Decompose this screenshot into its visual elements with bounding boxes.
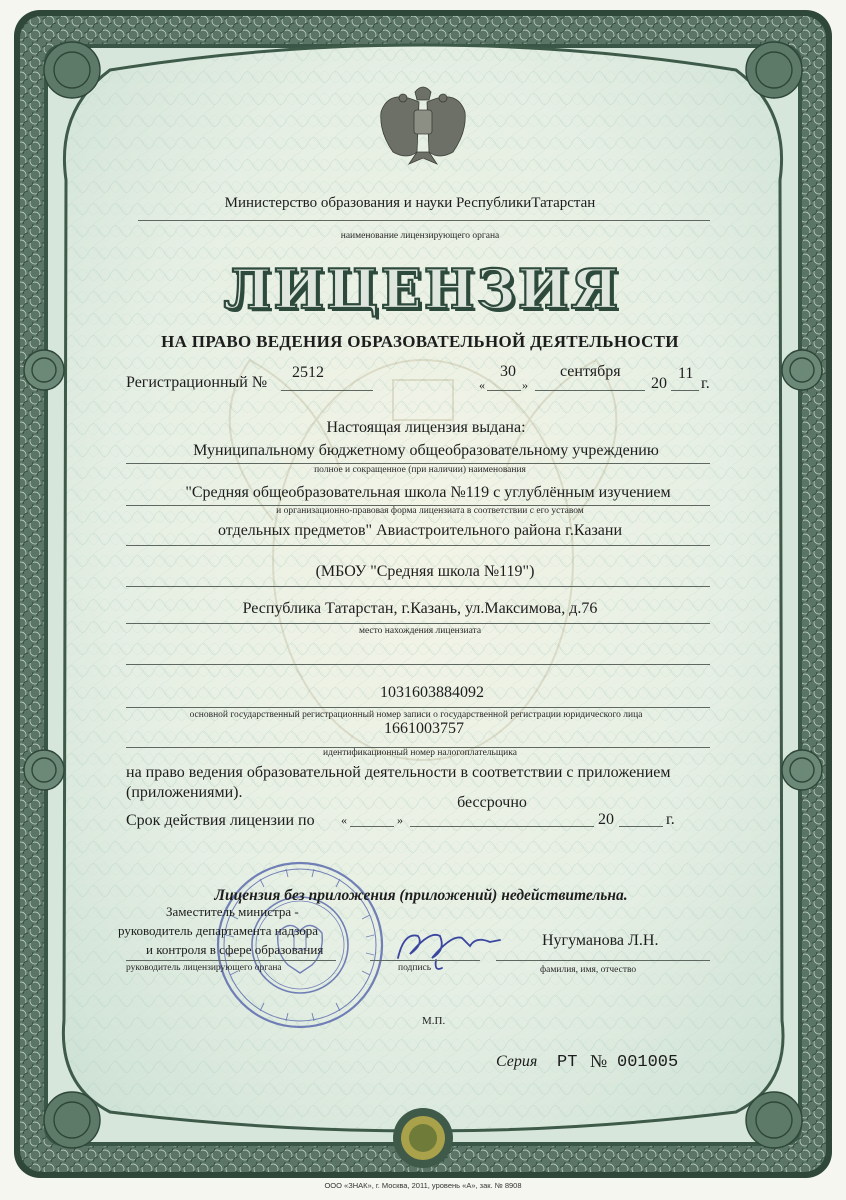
series-label: Серия — [496, 1053, 538, 1070]
series-value: РТ — [557, 1053, 578, 1072]
signatory-title-line3: и контроля в сфере образования — [146, 942, 324, 957]
right-text-line1: на право ведения образовательной деятельности в соответствии с приложением — [126, 764, 671, 781]
validity-quote-open: « — [341, 813, 347, 827]
validity-label: Срок действия лицензии по — [126, 812, 315, 829]
address-underline — [126, 623, 710, 624]
registration-quote-close: » — [522, 378, 528, 392]
signatory-title-line2: руководитель департамента надзора — [118, 923, 319, 938]
series-number-sign: № — [590, 1051, 608, 1071]
registration-quote-open: « — [479, 378, 485, 392]
ministry-name: Министерство образования и науки РеспубликиТатарстан — [224, 195, 596, 211]
licensee-caption1: полное и сокращенное (при наличии) наименования — [314, 465, 526, 475]
validity-year-suffix: г. — [666, 811, 675, 828]
validity-year-prefix: 20 — [598, 811, 614, 828]
signatory-name: Нугуманова Л.Н. — [542, 932, 659, 949]
invalid-note: Лицензия без приложения (приложений) недействительна. — [214, 887, 628, 904]
registration-month-underline — [535, 390, 645, 391]
licensee-line1: Муниципальному бюджетному общеобразовательному учреждению — [193, 442, 659, 459]
validity-year-underline — [619, 826, 663, 827]
signatory-title-underline — [126, 960, 336, 961]
right-text-line2: (приложениями). — [126, 784, 243, 801]
license-title: ЛИЦЕНЗИЯ — [223, 257, 621, 321]
registration-year-suffix: г. — [701, 375, 710, 392]
registration-year: 11 — [678, 365, 694, 382]
licensee-line1-underline — [126, 463, 710, 464]
licensee-line3-underline — [126, 545, 710, 546]
registration-number-underline — [281, 390, 373, 391]
registration-year-prefix: 20 — [651, 375, 667, 392]
licensee-line3: отдельных предметов" Авиастроительного района г.Казани — [217, 522, 623, 539]
licensee-line2: "Средняя общеобразовательная школа №119 с углублённым изучением — [185, 484, 671, 501]
short-name-underline — [126, 586, 710, 587]
ogrn-underline — [126, 707, 710, 708]
blank-underline — [126, 664, 710, 665]
licensee-caption2: и организационно-правовая форма лицензиата в соответствии с его уставом — [276, 506, 584, 516]
printer-note: ООО «ЗНАК», г. Москва, 2011, уровень «А», зак. № 8908 — [324, 1181, 522, 1190]
registration-day: 30 — [500, 363, 516, 380]
inn-value: 1661003757 — [384, 720, 464, 737]
inn-caption: идентификационный номер налогоплательщика — [323, 748, 517, 758]
issued-label: Настоящая лицензия выдана: — [326, 419, 526, 436]
signatory-caption-head: руководитель лицензирующего органа — [126, 963, 282, 973]
seal-place: М.П. — [422, 1015, 446, 1027]
ogrn-caption: основной государственный регистрационный номер записи о государственной регистрации юридического лица — [189, 710, 643, 720]
validity-month-underline — [410, 826, 594, 827]
series-number: 001005 — [617, 1053, 679, 1072]
license-subtitle: НА ПРАВО ВЕДЕНИЯ ОБРАЗОВАТЕЛЬНОЙ ДЕЯТЕЛЬНОСТИ — [161, 332, 679, 351]
address-value: Республика Татарстан, г.Казань, ул.Максимова, д.76 — [242, 600, 598, 617]
signatory-caption-sign: подпись — [398, 963, 432, 973]
registration-number: 2512 — [292, 364, 324, 381]
ministry-caption: наименование лицензирующего органа — [340, 231, 500, 241]
validity-quote-close: » — [397, 813, 403, 827]
signatory-caption-name: фамилия, имя, отчество — [540, 965, 637, 975]
coat-of-arms-icon — [381, 87, 466, 164]
registration-year-underline — [671, 390, 699, 391]
ogrn-value: 1031603884092 — [380, 684, 484, 701]
signatory-name-underline — [496, 960, 710, 961]
signatory-title-line1: Заместитель министра - — [166, 904, 299, 919]
registration-day-underline — [487, 390, 521, 391]
signature-underline — [370, 960, 480, 961]
registration-month: сентября — [560, 363, 621, 380]
validity-day-underline — [350, 826, 394, 827]
ministry-underline — [138, 220, 710, 221]
address-caption: место нахождения лицензиата — [358, 626, 482, 636]
registration-label: Регистрационный № — [126, 374, 268, 391]
licensee-short-name: (МБОУ "Средняя школа №119") — [315, 563, 535, 580]
validity-value: бессрочно — [457, 794, 527, 811]
